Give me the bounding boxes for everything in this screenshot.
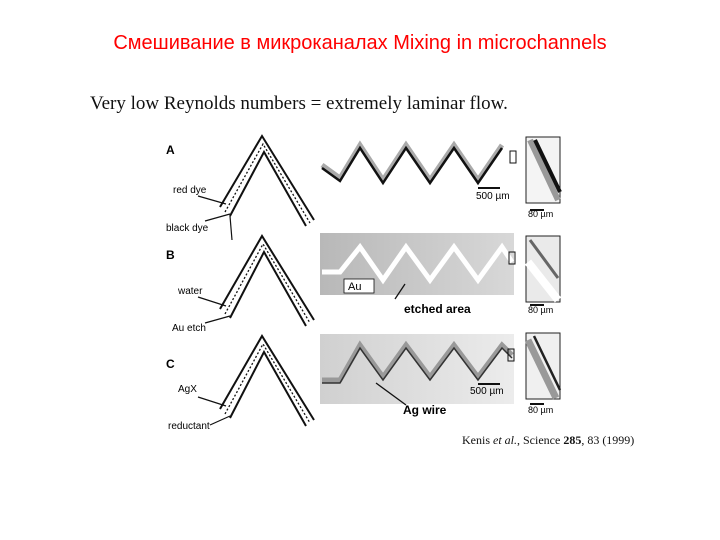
channel-schematic bbox=[198, 336, 314, 426]
panel-b bbox=[166, 233, 560, 334]
panel-c bbox=[166, 333, 560, 432]
region-label: Au bbox=[348, 281, 362, 293]
region-label: etched area bbox=[404, 302, 471, 316]
zigzag-micrograph bbox=[322, 145, 516, 183]
figure-subtitle: Very low Reynolds numbers = extremely laminar flow. bbox=[90, 93, 508, 114]
channel-schematic bbox=[198, 136, 314, 240]
inset-scale-label: 80 µm bbox=[528, 405, 554, 415]
citation-journal: , Science bbox=[517, 433, 564, 447]
scale-label: 500 µm bbox=[470, 386, 504, 397]
inlet-label: AgX bbox=[178, 384, 197, 395]
inset-micrograph bbox=[526, 137, 560, 210]
inset-micrograph bbox=[526, 236, 560, 305]
inset-scale-label: 80 µm bbox=[528, 305, 554, 315]
inlet-label: red dye bbox=[173, 185, 207, 196]
inlet-label: Au etch bbox=[172, 323, 206, 334]
inset-micrograph bbox=[526, 333, 560, 404]
region-label: Ag wire bbox=[403, 403, 447, 417]
slide-title: Смешивание в микроканалах Mixing in microchannels bbox=[113, 32, 607, 54]
figure-citation bbox=[462, 433, 634, 448]
panel-a bbox=[166, 136, 560, 240]
scale-label: 500 µm bbox=[476, 191, 510, 202]
inlet-label: reductant bbox=[168, 421, 210, 432]
citation-volume: 285 bbox=[563, 433, 582, 447]
channel-schematic bbox=[198, 236, 314, 326]
citation-etal: et al. bbox=[493, 433, 517, 447]
panel-letter: B bbox=[166, 248, 175, 262]
citation-pages-year: , 83 (1999) bbox=[581, 433, 635, 447]
panel-letter: A bbox=[166, 143, 175, 157]
inset-scale-label: 80 µm bbox=[528, 209, 554, 219]
panel-letter: C bbox=[166, 357, 175, 371]
citation-authors: Kenis bbox=[462, 433, 493, 447]
inlet-label: water bbox=[178, 286, 203, 297]
inlet-label: black dye bbox=[166, 223, 209, 234]
